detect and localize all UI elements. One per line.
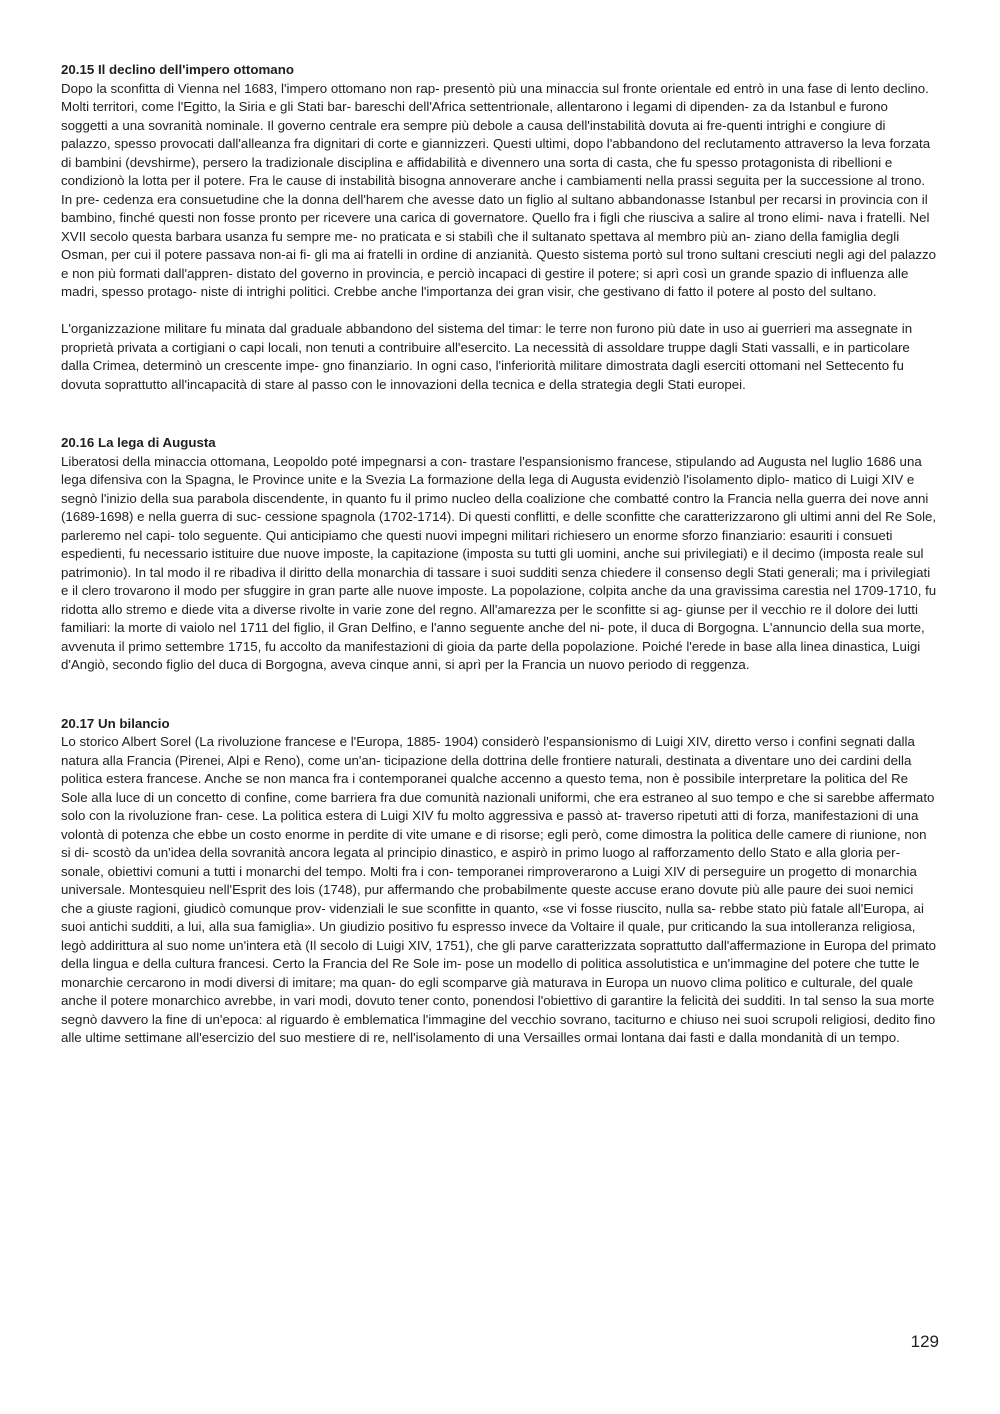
- section-un-bilancio: [61, 715, 937, 1048]
- section-title: 20.17 Un bilancio: [61, 715, 170, 731]
- section-lega-di-augusta: [61, 434, 937, 675]
- paragraph: Liberatosi della minaccia ottomana, Leopoldo poté impegnarsi a con- trastare l'espansionismo francese, stipulando ad Augusta nel luglio 1686 una lega difensiva con la Spagna, le Province unite e la Svezia La formazione della lega di Augusta evidenziò l'isolamento diplo- matico di Luigi XIV e segnò l'inizio della sua parabola discendente, in quanto fu il primo nucleo della coalizione che combatté contro la Francia nella guerra dei nove anni (1689-1698) e nella guerra di suc- cessione spagnola (1702-1714). Di questi conflitti, e delle sconfitte che caratterizzarono gli ultimi anni del Re Sole, parleremo nel capi- tolo seguente. Qui anticipiamo che questi nuovi impegni militari richiesero un enorme sforzo finanziario: esauriti i consueti espedienti, fu necessario istituire due nuove imposte, la capitazione (imposta su tutti gli uomini, anche sui privilegiati) e il decimo (imposta reale sul patrimonio). In tal modo il re ribadiva il diritto della monarchia di tassare i suoi sudditi senza chiedere il consenso degli Stati generali; ma i privilegiati e il clero trovarono il modo per sfuggire in gran parte alle nuove imposte. La popolazione, colpita anche da una gravissima carestia nel 1709-1710, fu ridotta allo stremo e diede vita a diverse rivolte in varie zone del regno. All'amarezza per le sconfitte si ag- giunse per il vecchio re il dolore dei lutti familiari: la morte di vaiolo nel 1711 del figlio, il Gran Delfino, e l'anno seguente anche del ni- pote, il duca di Borgogna. L'annuncio della sua morte, avvenuta il primo settembre 1715, fu accolto da manifestazioni di gioia da parte della popolazione. Poiché l'erede in base alla linea dinastica, Luigi d'Angiò, secondo figlio del duca di Borgogna, aveva cinque anni, si aprì per la Francia un nuovo periodo di reggenza.: [61, 453, 937, 672]
- page-body: [61, 61, 937, 1048]
- section-title: 20.16 La lega di Augusta: [61, 435, 216, 450]
- section-declino-impero-ottomano: [61, 61, 937, 394]
- paragraph: Lo storico Albert Sorel (La rivoluzione francese e l'Europa, 1885- 1904) considerò l'espansionismo di Luigi XIV, diretto verso i confini segnati dalla natura alla Francia (Pirenei, Alpi e Reno), come un'an- ticipazione della dottrina delle frontiere naturali, destinata a diventare uno dei cardini della politica estera francese. Anche se non manca fra i contemporanei qualche accenno a questo tema, non è possibile interpretare la politica del Re Sole alla luce di un concetto di confine, come barriera fra due comunità nazionali uniformi, che era estraneo al suo tempo e che si sarebbe affermato solo con la rivoluzione fran- cese. La politica estera di Luigi XIV fu molto aggressiva e passò at- traverso ripetuti atti di forza, manifestazioni di una volontà di potenza che ebbe un costo enorme in perdite di vite umane e di risorse; egli però, come dimostra la politica delle camere di riunione, non si di- scostò da un'idea della sovranità ancora legata al principio dinastico, e aspirò in primo luogo al rafforzamento dello Stato e alla gloria per- sonale, obiettivi comuni a tutti i monarchi del tempo. Molti fra i con- temporanei rimproverarono a Luigi XIV di perseguire un progetto di monarchia universale. Montesquieu nell'Esprit des lois (1748), pur affermando che probabilmente queste accuse erano dovute più alle paure dei suoi nemici che a giuste ragioni, giudicò comunque prov- videnziali le sue sconfitte in quanto, «se vi fosse riuscito, nulla sa- rebbe stato più fatale all'Europa, ai suoi antichi sudditi, a lui, alla sua famiglia». Un giudizio positivo fu espresso invece da Voltaire il quale, pur criticando la sua intolleranza religiosa, legò addirittura al suo nome un'intera età (Il secolo di Luigi XIV, 1751), che gli parve caratterizzata soprattutto dall'affermazione in Europa del primato della lingua e della cultura francesi. Certo la Francia del Re Sole im- pose un modello di politica assolutistica e un'immagine del potere che tutte le monarchie cercarono in modi diversi di imitare; ma quan- do egli scomparve già maturava in Europa un nuovo clima politico e culturale, del quale anche il potere monarchico avrebbe, in vari modi, dovuto tener conto, ponendosi l'obiettivo di garantire la felicità dei sudditi. In tal senso la sua morte segnò davvero la fine di un'epoca: al riguardo è emblematica l'immagine del vecchio sovrano, taciturno e chiuso nei suoi scrupoli religiosi, dedito fino alle ultime settimane all'esercizio del suo mestiere di re, nell'isolamento di una Versailles ormai lontana dai fasti e dalla mondanità di un tempo.: [61, 734, 937, 1045]
- paragraph: Dopo la sconfitta di Vienna nel 1683, l'impero ottomano non rap- presentò più una minaccia sul fronte orientale ed entrò in una fase di lento declino. Molti territori, come l'Egitto, la Siria e gli Stati bar- bareschi dell'Africa settentrionale, allentarono i legami di dipenden- za da Istanbul e furono soggetti a una sovranità nominale. Il governo centrale era sempre più debole a causa dell'instabilità dovuta ai fre-quenti intrighi e congiure di palazzo, spesso provocati dall'alleanza fra dignitari di corte e giannizzeri. Questi ultimi, dopo l'abbandono del reclutamento attraverso la leva forzata di bambini (devshirme), persero la tradizionale disciplina e affidabilità e divennero una sorta di casta, che fu spesso protagonista di ribellioni e condizionò la lotta per il potere. Fra le cause di instabilità bisogna annoverare anche i cambiamenti nella prassi seguita per la successione al trono. In pre- cedenza era consuetudine che la donna dell'harem che avesse dato un figlio al sultano abbandonasse Istanbul per recarsi in provincia con il bambino, finché questi non fosse pronto per ricevere una carica di governatore. Quello fra i figli che riusciva a salire al trono elimi- nava i fratelli. Nel XVII secolo questa barbara usanza fu sempre me- no praticata e si stabilì che il sultanato spettava al membro più an- ziano della famiglia degli Osman, per cui il potere passava non-ai fi- gli ma ai fratelli in ordine di anzianità. Questo sistema portò sul trono sultani cresciuti negli agi del palazzo e non più formati dall'appren- distato del governo in provincia, e perciò incapaci di gestire il potere; si aprì così un grande spazio di influenza alle madri, spesso protago- niste di intrighi politici. Crebbe anche l'importanza dei gran visir, che gestivano di fatto il potere al posto del sultano.: [61, 80, 937, 299]
- section-title: 20.15 Il declino dell'impero ottomano: [61, 62, 294, 77]
- paragraph: L'organizzazione militare fu minata dal graduale abbandono del sistema del timar: le terre non furono più date in uso ai guerrieri ma assegnate in proprietà privata a cortigiani o capi locali, non tenuti a contribuire all'esercito. La necessità di assoldare truppe dagli Stati vassalli, e in particolare dalla Crimea, determinò un crescente impe- gno finanziario. In ogni caso, l'inferiorità militare dimostrata dagli eserciti ottomani nel Settecento fu dovuta soprattutto all'incapacità di stare al passo con le innovazioni della tecnica e della strategia degli Stati europei.: [61, 321, 913, 392]
- page-number: 129: [910, 1332, 939, 1351]
